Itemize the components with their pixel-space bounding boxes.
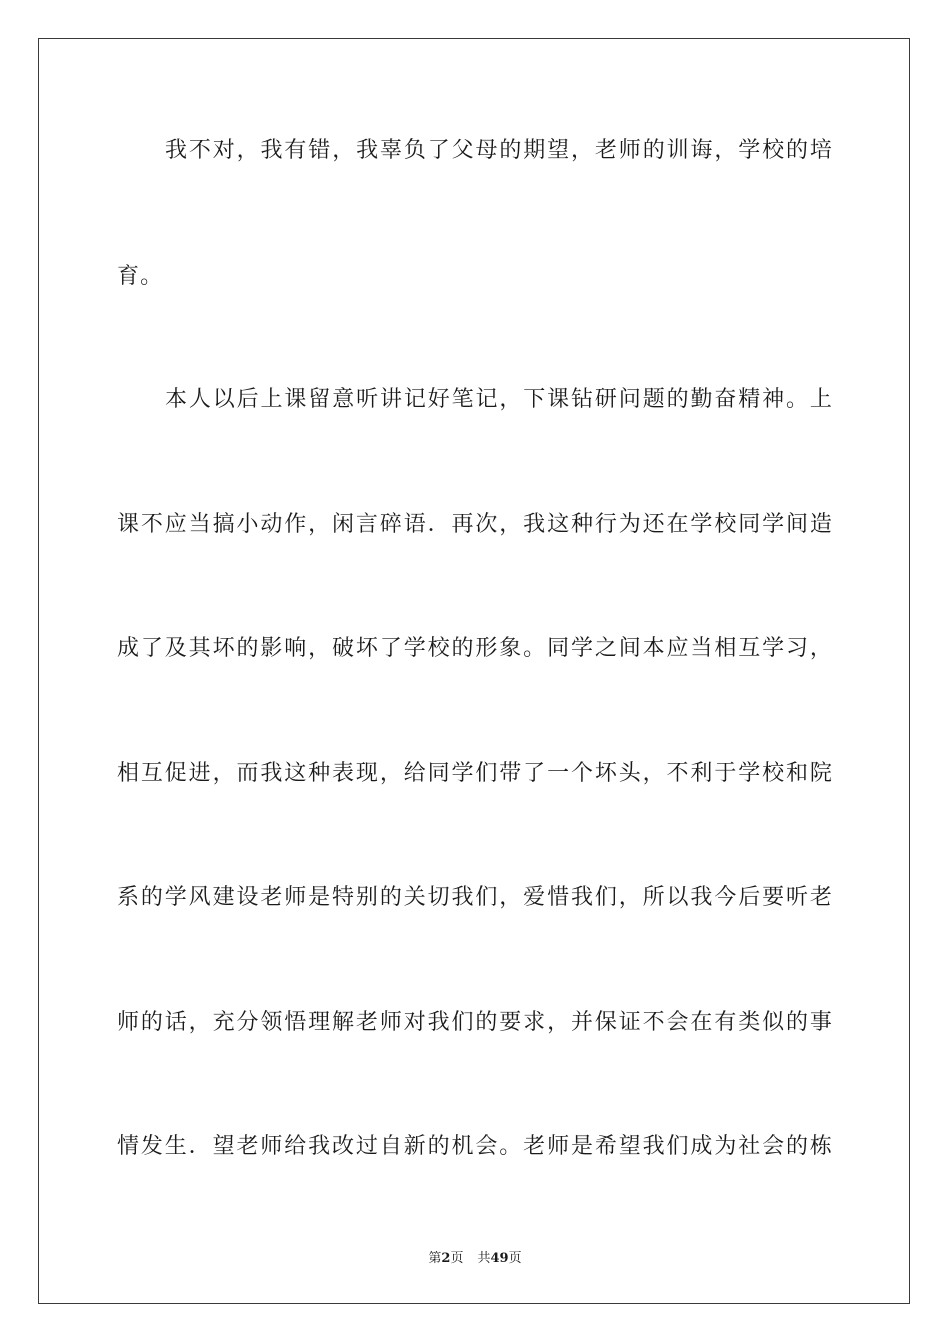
paragraph-line: 育。 <box>117 264 164 289</box>
paragraph-line: 本人以后上课留意听讲记好笔记，下课钻研问题的勤奋精神。上 <box>165 387 833 412</box>
paragraph-line: 师的话，充分领悟理解老师对我们的要求，并保证不会在有类似的事 <box>117 1010 833 1035</box>
paragraph-line: 我不对，我有错，我辜负了父母的期望，老师的训诲，学校的培 <box>165 138 833 163</box>
page-footer <box>0 1247 950 1266</box>
paragraph-line: 课不应当搞小动作，闲言碎语．再次，我这种行为还在学校同学间造 <box>117 512 833 537</box>
paragraph-line: 相互促进，而我这种表现，给同学们带了一个坏头，不利于学校和院 <box>117 761 833 786</box>
paragraph-line: 成了及其坏的影响，破坏了学校的形象。同学之间本应当相互学习， <box>117 636 833 661</box>
page-border <box>38 38 910 1304</box>
paragraph-line: 系的学风建设老师是特别的关切我们，爱惜我们，所以我今后要听老 <box>117 885 833 910</box>
paragraph-line: 情发生．望老师给我改过自新的机会。老师是希望我们成为社会的栋 <box>117 1134 833 1159</box>
total-prefix: 共 <box>477 1251 491 1266</box>
page-prefix: 第 <box>428 1251 442 1266</box>
page-suffix: 页 <box>450 1251 464 1266</box>
page-number: 2 <box>441 1251 451 1266</box>
total-suffix: 页 <box>508 1251 522 1266</box>
total-pages: 49 <box>490 1251 509 1266</box>
